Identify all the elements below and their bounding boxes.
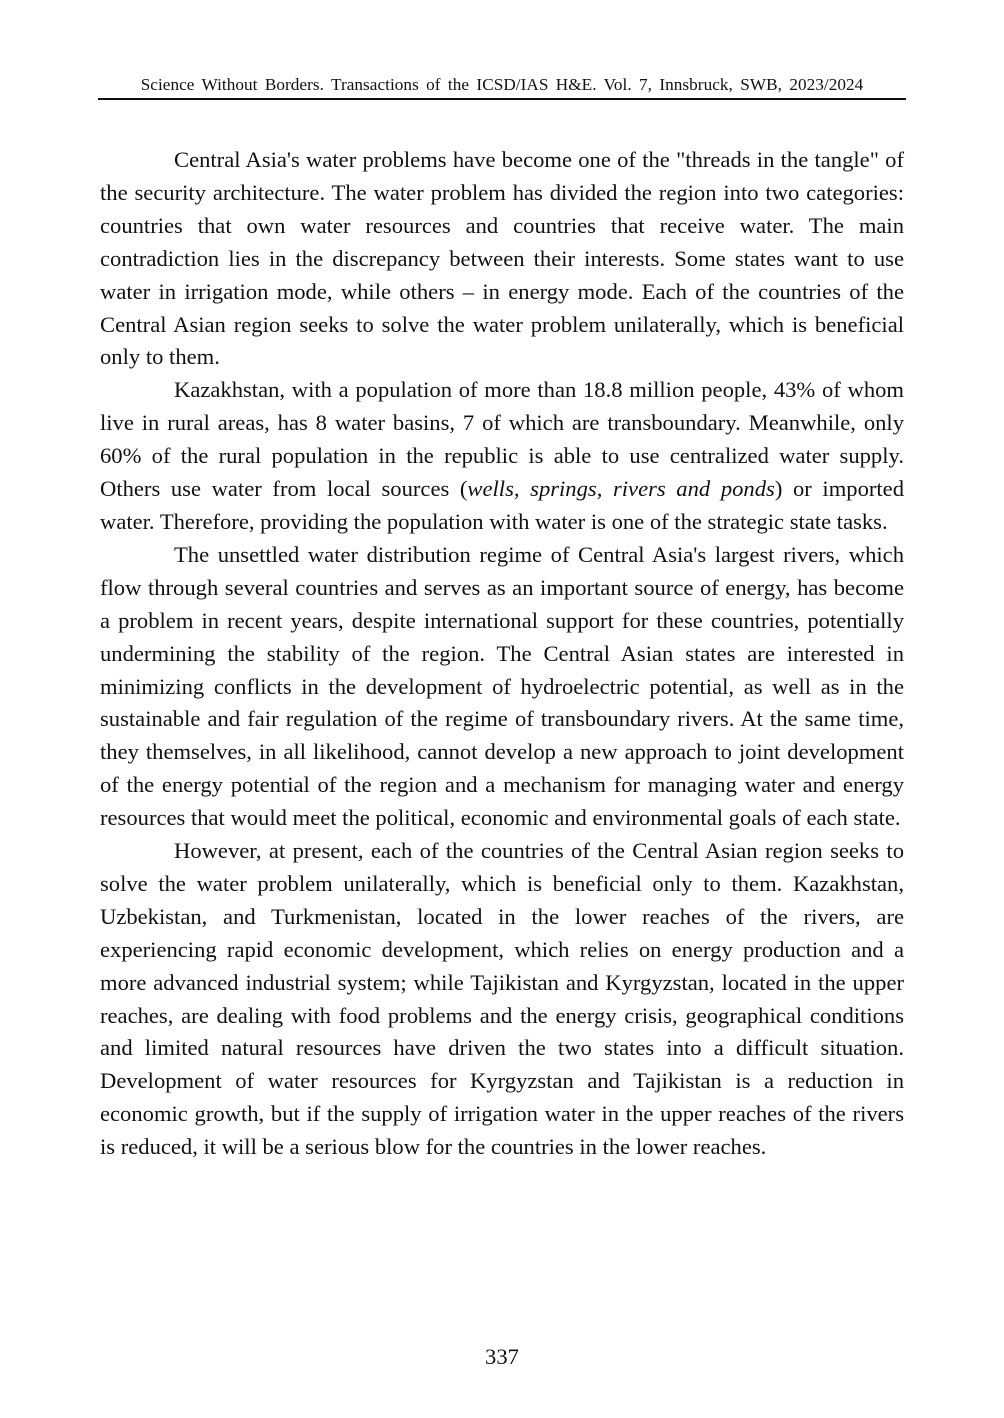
paragraph-distribution-regime: The unsettled water distribution regime of Central Asia's largest rivers, which flow through several countries and serves as an important source of energy, has become a problem in recent years, despite international support for these countries, potentially undermining the stability of the region. The Central Asian states are interested in minimizing conflicts in the development of hydroelectric potential, as well as in the sustainable and fair regulation of the regime of transboundary rivers. At the same time, they themselves, in all likelihood, cannot develop a new approach to joint development of the energy potential of the region and a mechanism for managing water and energy resources that would meet the political, economic and environmental goals of each state. bbox=[100, 541, 904, 831]
paragraph-kazakhstan-italic-sources: wells, springs, rivers and ponds bbox=[467, 476, 775, 502]
paragraph-kazakhstan bbox=[100, 374, 904, 539]
running-header: Science Without Borders. Transactions of the ICSD/IAS H&E. Vol. 7, Innsbruck, SWB, 2023/2024 bbox=[140, 75, 864, 94]
paragraph-kazakhstan-text-a: Kazakhstan, with a population of more than 18.8 million people, 43% of whom live in rural areas, has 8 water basins, 7 of which are transboundary. Meanwhile, only 60% of the rural population in the republic is able to use centralized water supply. Others use water from local sources ( bbox=[100, 377, 904, 502]
body-text bbox=[100, 144, 904, 1164]
page-number: 337 bbox=[485, 1344, 519, 1369]
header-divider bbox=[98, 98, 906, 100]
paragraph-water-problems: Central Asia's water problems have become one of the "threads in the tangle" of the security architecture. The water problem has divided the region into two categories: countries that own water resources and countries that receive water. The main contradiction lies in the discrepancy between their interests. Some states want to use water in irrigation mode, while others – in energy mode. Each of the countries of the Central Asian region seeks to solve the water problem unilaterally, which is beneficial only to them. bbox=[100, 147, 904, 370]
paragraph-unilateral-approach: However, at present, each of the countries of the Central Asian region seeks to solve the water problem unilaterally, which is beneficial only to them. Kazakhstan, Uzbekistan, and Turkmenistan, located in the lower reaches of the rivers, are experiencing rapid economic development, which relies on energy production and a more advanced industrial system; while Tajikistan and Kyrgyzstan, located in the upper reaches, are dealing with food problems and the energy crisis, geographical conditions and limited natural resources have driven the two states into a difficult situation. Development of water resources for Kyrgyzstan and Tajikistan is a reduction in economic growth, but if the supply of irrigation water in the upper reaches of the rivers is reduced, it will be a serious blow for the countries in the lower reaches. bbox=[100, 838, 904, 1160]
paragraph-kazakhstan-text-b: ) or imported water. Therefore, providing the population with water is one of the strategic state tasks. bbox=[100, 476, 904, 534]
